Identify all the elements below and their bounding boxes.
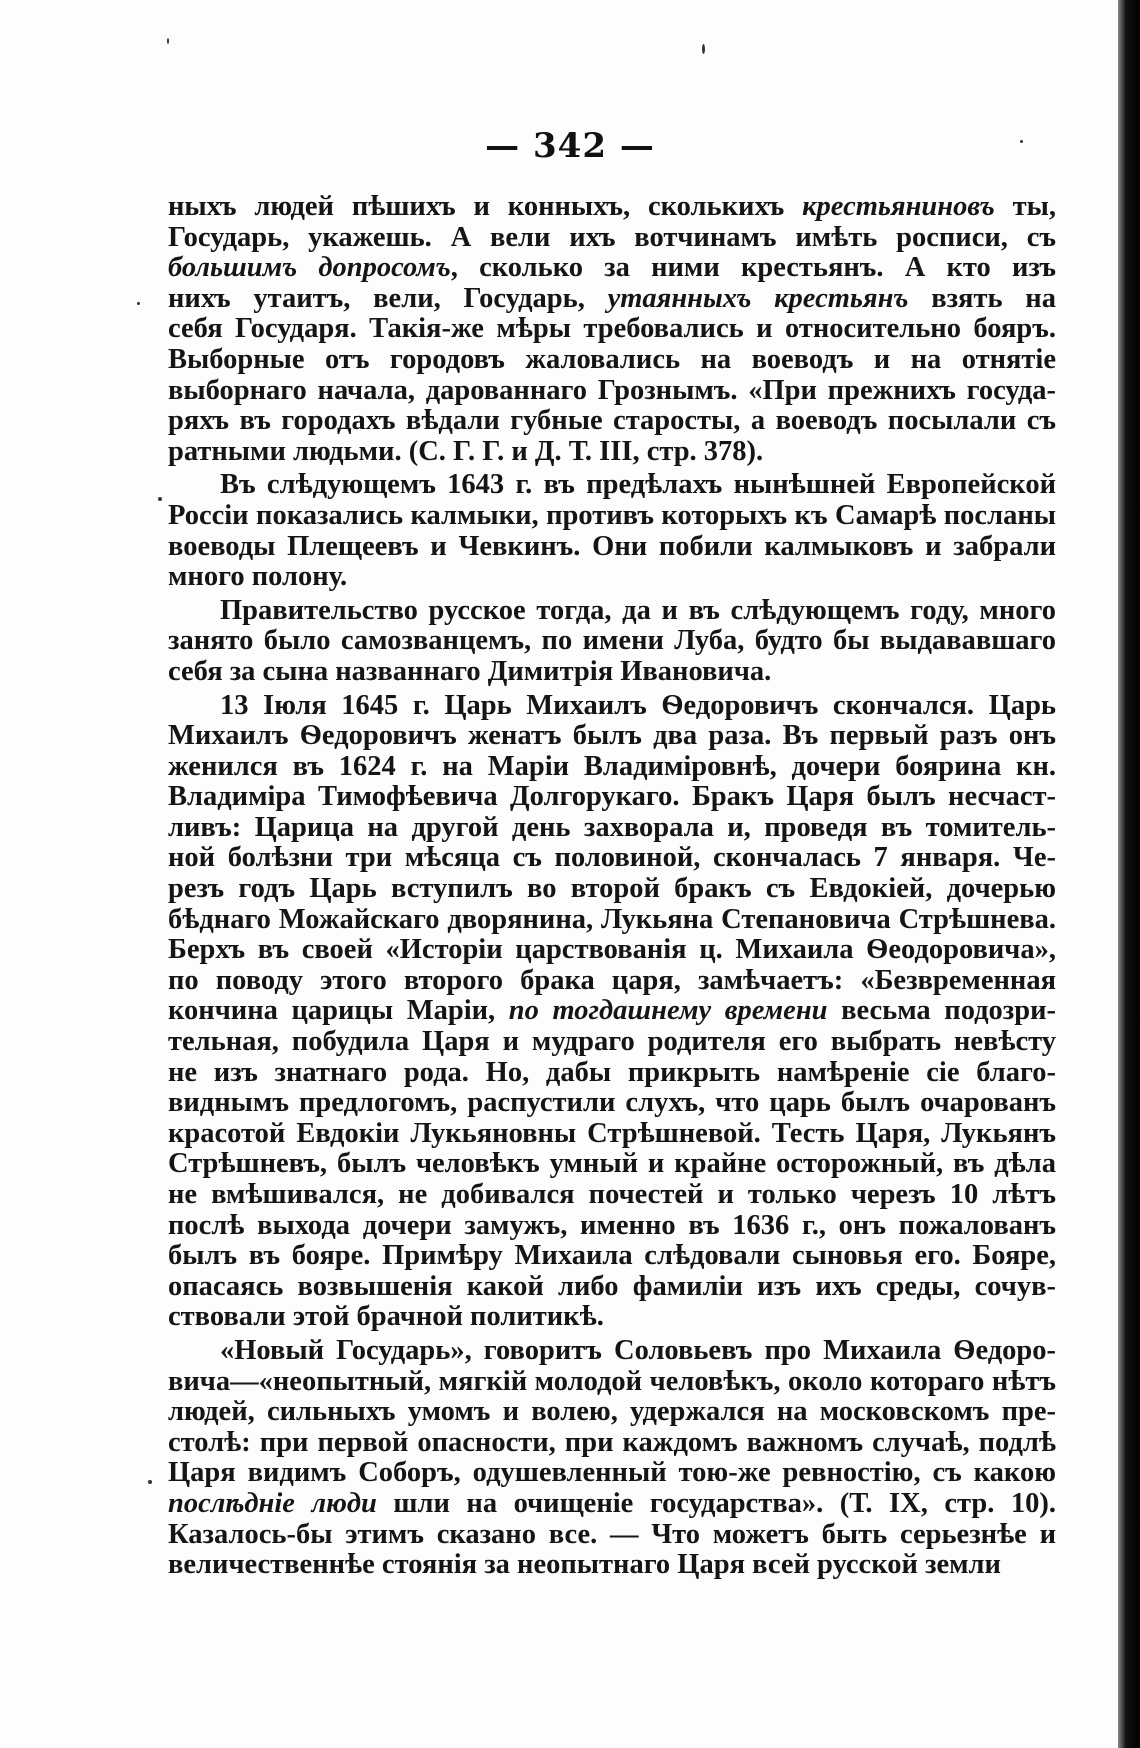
text-line: ныхъ людей пѣшихъ и конныхъ, сколькихъ крестьяниновъ ты, <box>168 192 1056 222</box>
scan-speck <box>137 302 140 305</box>
scan-speck <box>158 497 162 501</box>
text-line: ной болѣзни три мѣсяца съ половиной, скончалась 7 января. Че- <box>168 843 1056 874</box>
text-line: Михаилъ Ѳедоровичъ женатъ былъ два раза. Въ первый разъ онъ <box>168 721 1056 752</box>
paragraph <box>168 192 1056 467</box>
text-line: былъ въ бояре. Примѣру Михаила слѣдовали сыновья его. Бояре, <box>168 1241 1056 1272</box>
text-line: ратными людьми. (С. Г. Г. и Д. Т. III, стр. 378). <box>168 436 764 467</box>
text-line: Въ слѣдующемъ 1643 г. въ предѣлахъ нынѣшней Европейской <box>220 470 1056 501</box>
text-line: Стрѣшневъ, былъ человѣкъ умный и крайне осторожный, въ дѣла <box>168 1149 1056 1180</box>
text-line: Царя видимъ Соборъ, одушевленный тою-же ревностію, съ какою <box>168 1458 1056 1489</box>
text-line: выборнаго начала, дарованнаго Грознымъ. «При прежнихъ госуда- <box>168 375 1056 406</box>
scan-speck <box>148 1480 152 1484</box>
text-line: Выборные отъ городовъ жаловались на воеводъ и на отнятіе <box>168 344 1056 375</box>
italic-phrase: крестьяниновъ <box>802 192 995 222</box>
italic-phrase: большимъ допросомъ <box>168 253 451 284</box>
text-line: опасаясь возвышенія какой либо фамиліи изъ ихъ среды, сочув- <box>168 1271 1056 1302</box>
italic-phrase: послѣдніе люди <box>168 1488 377 1519</box>
text-line: 13 Іюля 1645 г. Царь Михаилъ Ѳедоровичъ скончался. Царь <box>220 690 1056 721</box>
text-line: много полону. <box>168 562 348 593</box>
text-line: резъ годъ Царь вступилъ во второй бракъ съ Евдокіей, дочерью <box>168 874 1056 905</box>
text-line: Казалось-бы этимъ сказано все. — Что можетъ быть серьезнѣе и <box>168 1519 1056 1550</box>
italic-phrase: утаянныхъ крестьянъ <box>607 283 909 314</box>
scan-speck <box>167 38 169 44</box>
text-line: послѣ выхода дочери замужъ, именно въ 1636 г., онъ пожалованъ <box>168 1210 1056 1241</box>
text-line: себя за сына названнаго Димитрія Ивановича. <box>168 656 772 687</box>
text-line: Правительство русское тогда, да и въ слѣдующемъ году, много <box>220 595 1056 626</box>
text-line: послѣдніе люди шли на очищеніе государства». (Т. IX, стр. 10). <box>168 1488 1056 1519</box>
text-line: женился въ 1624 г. на Маріи Владиміровнѣ, дочери боярина кн. <box>168 751 1056 782</box>
scan-speck <box>702 44 705 54</box>
page-binding-edge <box>1118 0 1140 1748</box>
text-line: тельная, побудила Царя и мудраго родителя его выбрать невѣсту <box>168 1027 1056 1058</box>
text-line: величественнѣе стоянія за неопытнаго Царя всей русской земли <box>168 1550 1001 1581</box>
text-line: ряхъ въ городахъ вѣдали губные старосты, а воеводъ посылали съ <box>168 406 1056 437</box>
page-number: — 342 — <box>485 126 655 166</box>
text-line: виднымъ предлогомъ, распустили слухъ, что царь былъ очарованъ <box>168 1088 1056 1119</box>
text-line: Берхъ въ своей «Исторіи царствованія ц. Михаила Ѳеодоровича», <box>168 935 1056 966</box>
text-line: «Новый Государь», говоритъ Соловьевъ про Михаила Ѳедоро- <box>220 1335 1056 1366</box>
text-line: вича—«неопытный, мягкій молодой человѣкъ, около котораго нѣтъ <box>168 1366 1056 1397</box>
paragraph <box>168 1336 1056 1581</box>
text-line: нихъ утаитъ, вели, Государь, утаянныхъ крестьянъ взять на <box>168 283 1056 314</box>
text-line: занято было самозванцемъ, по имени Луба, будто бы выдававшаго <box>168 626 1056 657</box>
text-line: не вмѣшивался, не добивался почестей и только черезъ 10 лѣтъ <box>168 1180 1056 1210</box>
text-line: кончина царицы Маріи, по тогдашнему времени весьма подозри- <box>168 996 1056 1027</box>
text-line: ствовали этой брачной политикѣ. <box>168 1302 604 1333</box>
text-line: столѣ: при первой опасности, при каждомъ важномъ случаѣ, подлѣ <box>168 1427 1056 1458</box>
paragraph <box>168 691 1056 1333</box>
text-line: не изъ знатнаго рода. Но, дабы прикрыть намѣреніе сіе благо- <box>168 1057 1056 1088</box>
italic-phrase: по тогдашнему времени <box>508 996 828 1027</box>
text-line: бѣднаго Можайскаго дворянина, Лукьяна Степановича Стрѣшнева. <box>168 904 1056 935</box>
body-text <box>168 192 1056 1584</box>
text-line: Государь, укажешь. А вели ихъ вотчинамъ имѣть росписи, съ <box>168 222 1056 253</box>
text-line: себя Государя. Такія-же мѣры требовались и относительно бояръ. <box>168 314 1056 345</box>
text-line: людей, сильныхъ умомъ и волею, удержался на московскомъ пре- <box>168 1397 1056 1428</box>
text-line: ливъ: Царица на другой день захворала и, проведя въ томитель- <box>168 812 1056 843</box>
paragraph <box>168 470 1056 592</box>
text-line: Владиміра Тимофѣевича Долгорукаго. Бракъ Царя былъ несчаст- <box>168 782 1056 813</box>
text-line: воеводы Плещеевъ и Чевкинъ. Они побили калмыковъ и забрали <box>168 531 1056 562</box>
paragraph <box>168 596 1056 688</box>
text-line: большимъ допросомъ, сколько за ними крестьянъ. А кто изъ <box>168 253 1056 284</box>
text-line: красотой Евдокіи Лукьяновны Стрѣшневой. Тесть Царя, Лукьянъ <box>168 1118 1056 1149</box>
text-line: по поводу этого второго брака царя, замѣчаетъ: «Безвременная <box>168 965 1056 996</box>
text-line: Россіи показались калмыки, противъ которыхъ къ Самарѣ посланы <box>168 500 1056 531</box>
